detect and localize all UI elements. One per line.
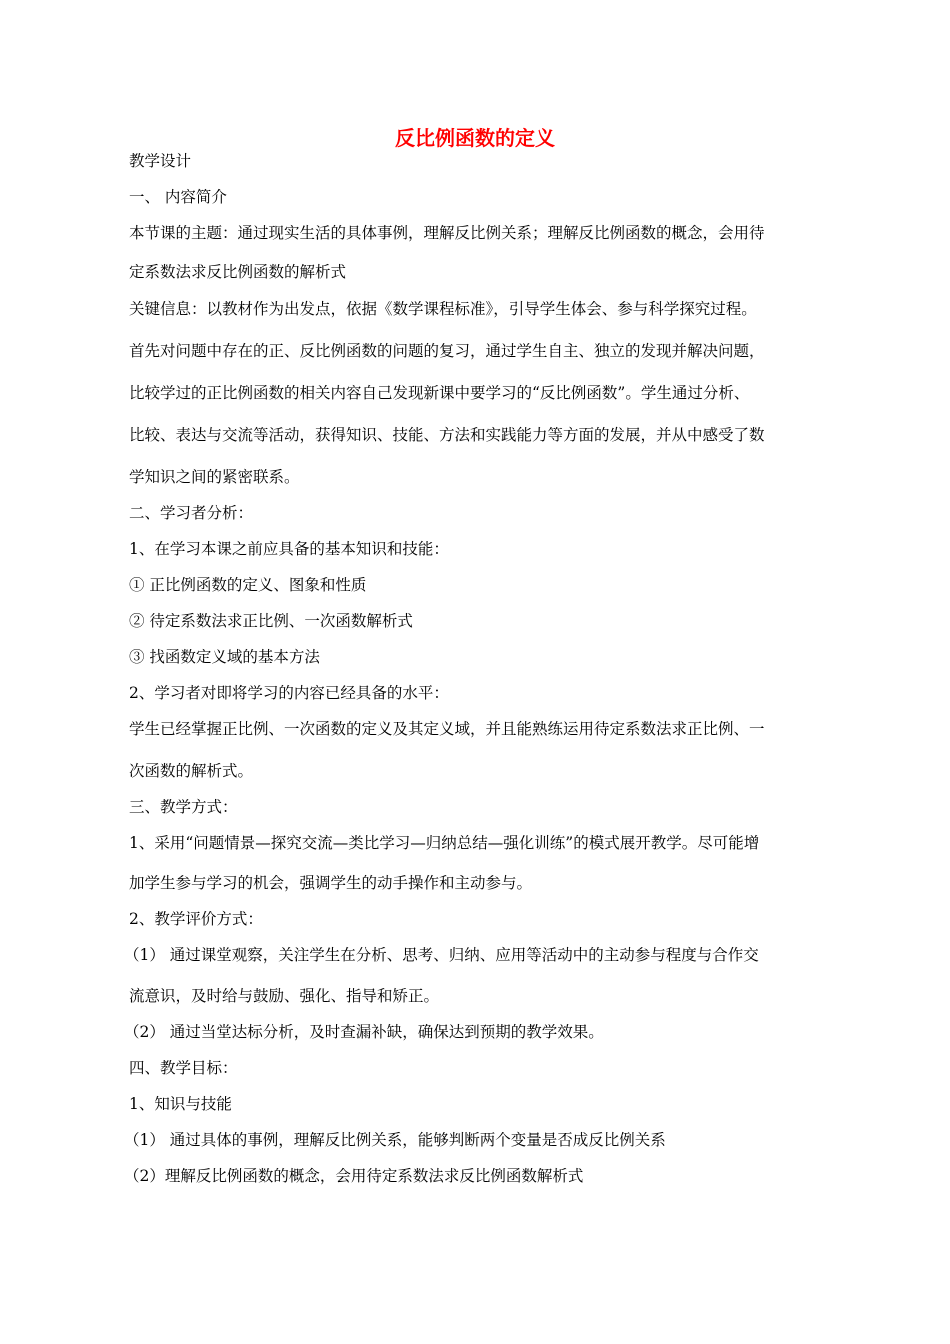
text-line: 三、教学方式： <box>129 798 238 816</box>
text-line: （1） 通过具体的事例，理解反比例关系，能够判断两个变量是否成反比例关系 <box>124 1131 666 1149</box>
text-line: 二、学习者分析： <box>129 504 254 522</box>
text-line: 2、学习者对即将学习的内容已经具备的水平： <box>129 684 449 702</box>
text-line: （2）理解反比例函数的概念，会用待定系数法求反比例函数解析式 <box>124 1167 584 1185</box>
text-line: 2、教学评价方式： <box>129 910 263 928</box>
text-line: 加学生参与学习的机会，强调学生的动手操作和主动参与。 <box>129 874 533 892</box>
document-title: 反比例函数的定义 <box>395 126 555 150</box>
text-line: 1、采用“问题情景—探究交流—类比学习—归纳总结—强化训练”的模式展开教学。尽可能增 <box>129 834 760 852</box>
text-line: 比较、表达与交流等活动，获得知识、技能、方法和实践能力等方面的发展，并从中感受了数 <box>129 426 765 444</box>
text-line: 学知识之间的紧密联系。 <box>129 468 300 486</box>
text-line: ② 待定系数法求正比例、一次函数解析式 <box>129 612 413 630</box>
text-line: 本节课的主题：通过现实生活的具体事例，理解反比例关系；理解反比例函数的概念，会用待 <box>129 224 765 242</box>
text-line: 比较学过的正比例函数的相关内容自己发现新课中要学习的“反比例函数”。学生通过分析、 <box>129 384 750 402</box>
text-line: 教学设计 <box>129 152 192 170</box>
text-line: 1、在学习本课之前应具备的基本知识和技能： <box>129 540 449 558</box>
text-line: 一、 内容简介 <box>129 188 227 206</box>
text-line: 首先对问题中存在的正、反比例函数的问题的复习，通过学生自主、独立的发现并解决问题， <box>129 342 765 360</box>
text-line: （2） 通过当堂达标分析，及时查漏补缺，确保达到预期的教学效果。 <box>124 1023 604 1041</box>
text-line: 关键信息：以教材作为出发点，依据《数学课程标准》，引导学生体会、参与科学探究过程。 <box>129 300 757 318</box>
text-line: 次函数的解析式。 <box>129 762 254 780</box>
text-line: 四、教学目标： <box>129 1059 238 1077</box>
text-line: 定系数法求反比例函数的解析式 <box>129 263 347 281</box>
text-line: 学生已经掌握正比例、一次函数的定义及其定义域，并且能熟练运用待定系数法求正比例、一 <box>129 720 765 738</box>
text-line: 流意识，及时给与鼓励、强化、指导和矫正。 <box>129 987 440 1005</box>
text-line: ③ 找函数定义域的基本方法 <box>129 648 320 666</box>
text-line: ① 正比例函数的定义、图象和性质 <box>129 576 367 594</box>
text-line: 1、知识与技能 <box>129 1095 232 1113</box>
text-line: （1） 通过课堂观察，关注学生在分析、思考、归纳、应用等活动中的主动参与程度与合作交 <box>124 946 759 964</box>
